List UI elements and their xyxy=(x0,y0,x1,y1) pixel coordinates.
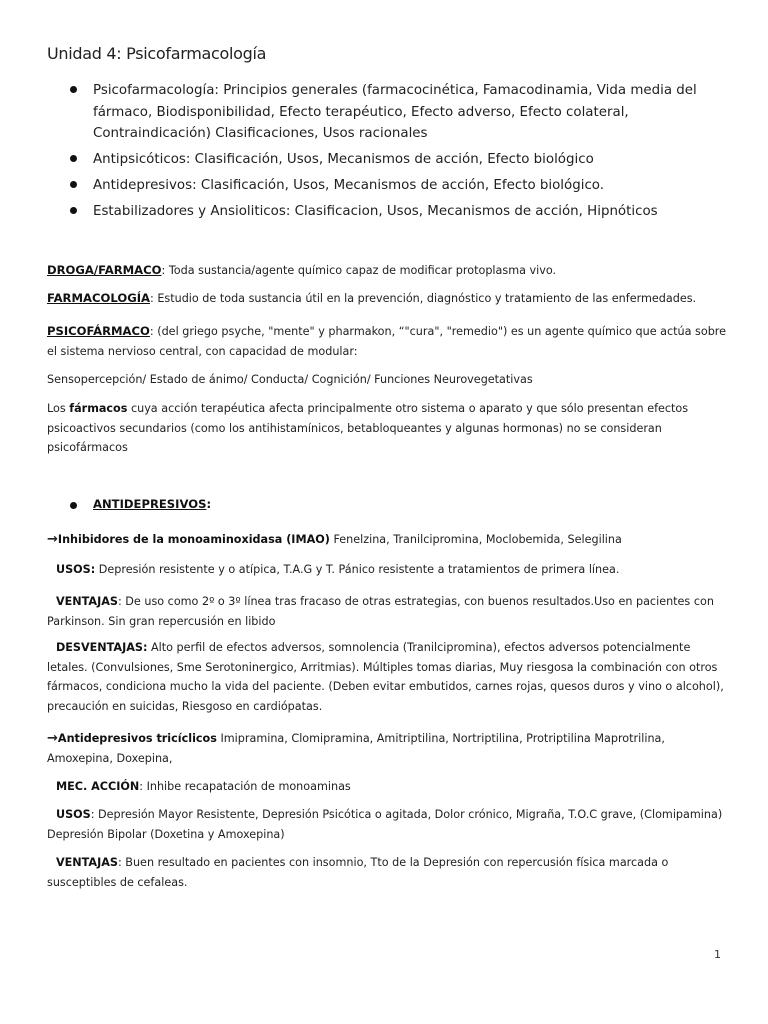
triciclicos-ventajas xyxy=(47,853,727,892)
ventajas-text: : Buen resultado en pacientes con insomnio, Tto de la Depresión con repercusión física marcada o susceptibles de cefaleas. xyxy=(47,856,669,889)
usos-label: USOS: xyxy=(56,563,96,576)
triciclicos-drugs: Imipramina, Clomipramina, Amitriptilina, Nortriptilina, Protriptilina Maprotrilina, Amoxepina, Doxepina, xyxy=(47,732,665,765)
desventajas-label: DESVENTAJAS: xyxy=(56,641,148,654)
arrow-right-icon: → xyxy=(47,532,58,547)
note-text: Los xyxy=(47,402,70,415)
definition-text: : (del griego psyche, "mente" y pharmakon, “"cura", "remedio") es un agente químico que actúa sobre el sistema nervioso central, con capacidad de modular: xyxy=(47,325,727,358)
topics-list xyxy=(70,80,710,227)
imao-heading xyxy=(47,530,727,550)
usos-text: : Depresión Mayor Resistente, Depresión Psicótica o agitada, Dolor crónico, Migraña, T.O.C grave, (Clomipamina) Depresión Bipolar (Doxetina y Amoxepina) xyxy=(47,808,723,841)
modulated-functions: Sensopercepción/ Estado de ánimo/ Conducta/ Cognición/ Funciones Neurovegetativas xyxy=(47,373,533,386)
usos-label: USOS xyxy=(56,808,91,821)
imao-ventajas xyxy=(47,592,727,631)
desventajas-text: Alto perfil de efectos adversos, somnolencia (Tranilcipromina), efectos adversos potencialmente letales. (Convulsiones, Sme Serotoninergico, Arritmias). Múltiples tomas diarias, Muy riesgosa la combinación con otros fármacos, condiciona mucho la vida del paciente. (Deben evitar embutidos, carnes rojas, quesos duros y vino o alcohol), precaución en suicidas, Riesgoso en cardiópatas. xyxy=(47,641,724,713)
topic-item: Antidepresivos: Clasificación, Usos, Mecanismos de acción, Efecto biológico. xyxy=(70,175,710,197)
term-farmacologia: FARMACOLOGÍA xyxy=(47,291,150,305)
unit-title: Unidad 4: Psicofarmacología xyxy=(47,44,267,63)
definition-psicofarmaco xyxy=(47,322,727,361)
farmacos-note xyxy=(47,399,727,458)
definition-farmacologia xyxy=(47,289,727,309)
section-title: ANTIDEPRESIVOS xyxy=(93,497,207,511)
note-text: cuya acción terapéutica afecta principalmente otro sistema o aparato y que sólo presentan efectos psicoactivos secundarios (como los antihistamínicos, betabloqueantes y algunas hormonas) no se consideran psicofármacos xyxy=(47,402,689,455)
imao-drugs: Fenelzina, Tranilcipromina, Moclobemida, Selegilina xyxy=(329,533,622,546)
imao-title: Inhibidores de la monoaminoxidasa (IMAO) xyxy=(57,533,330,546)
triciclicos-heading xyxy=(47,729,727,768)
triciclicos-usos xyxy=(47,805,727,844)
imao-usos xyxy=(47,560,736,580)
section-antidepresivos xyxy=(70,497,211,511)
section-colon: : xyxy=(206,497,212,511)
mec-text: : Inhibe recapatación de monoaminas xyxy=(139,780,351,793)
definition-droga xyxy=(47,261,727,281)
term-droga: DROGA/FARMACO xyxy=(47,263,162,277)
topic-item: Antipsicóticos: Clasificación, Usos, Mecanismos de acción, Efecto biológico xyxy=(70,149,710,171)
arrow-right-icon: → xyxy=(47,731,58,746)
definition-text: : Estudio de toda sustancia útil en la prevención, diagnóstico y tratamiento de las enfermedades. xyxy=(150,292,697,305)
topic-item: Estabilizadores y Ansioliticos: Clasificacion, Usos, Mecanismos de acción, Hipnóticos xyxy=(70,201,710,223)
ventajas-label: VENTAJAS xyxy=(56,595,118,608)
ventajas-text: : De uso como 2º o 3º línea tras fracaso de otras estrategias, con buenos resultados.Uso en pacientes con Parkinson. Sin gran repercusión en libido xyxy=(47,595,714,628)
term-psicofarmaco: PSICOFÁRMACO xyxy=(47,324,150,338)
triciclicos-mec xyxy=(47,777,736,797)
imao-desventajas xyxy=(47,638,727,716)
definition-text: : Toda sustancia/agente químico capaz de modificar protoplasma vivo. xyxy=(161,264,557,277)
farmacos-bold: fármacos xyxy=(69,402,128,415)
topic-item: Psicofarmacología: Principios generales (farmacocinética, Famacodinamia, Vida media del fármaco, Biodisponibilidad, Efecto terapéutico, Efecto adverso, Efecto colateral, Contraindicación) Clasificaciones, Usos racionales xyxy=(70,80,710,145)
ventajas-label: VENTAJAS xyxy=(56,856,118,869)
triciclicos-title: Antidepresivos tricíclicos xyxy=(57,732,217,745)
mec-label: MEC. ACCIÓN xyxy=(56,780,140,793)
page-number: 1 xyxy=(714,948,721,961)
usos-text: Depresión resistente y o atípica, T.A.G y T. Pánico resistente a tratamientos de primera línea. xyxy=(95,563,620,576)
